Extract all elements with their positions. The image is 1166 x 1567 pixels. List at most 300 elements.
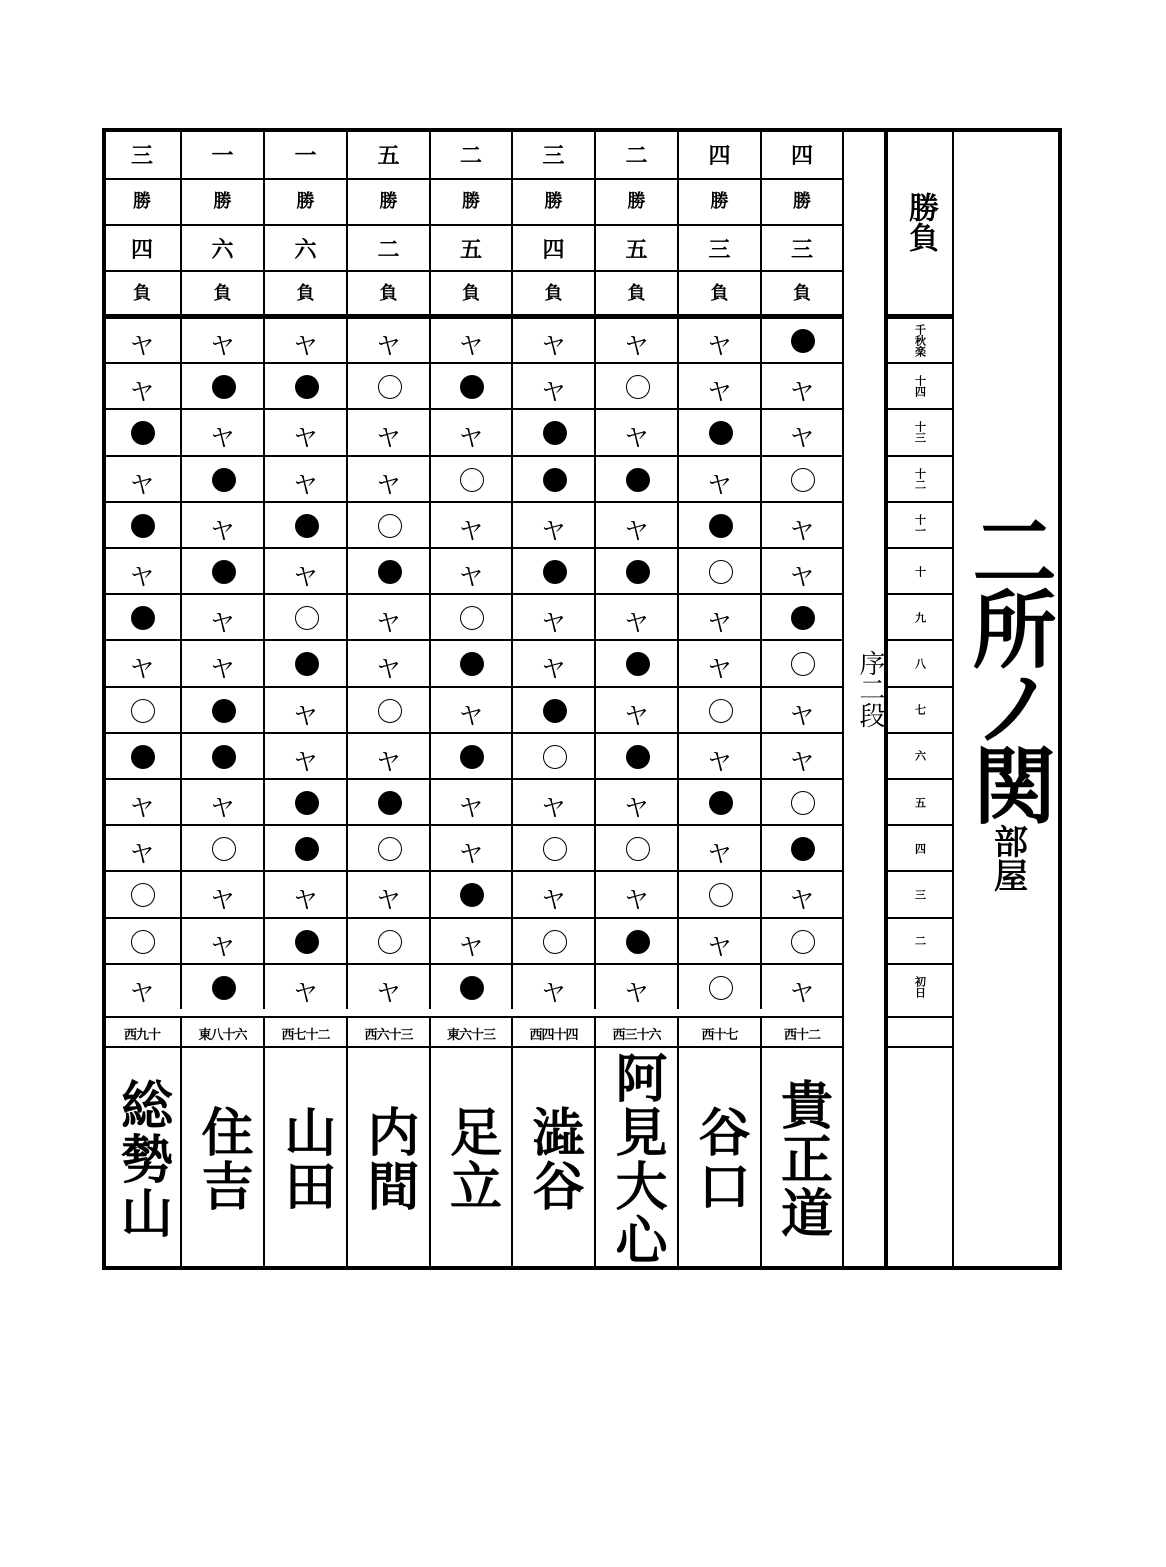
- result-cell: [102, 963, 180, 1009]
- result-cell: [263, 362, 346, 408]
- rank-cell: [677, 1016, 760, 1046]
- win-mark: [460, 468, 484, 492]
- result-cell: [102, 501, 180, 547]
- result-cell: [511, 778, 594, 824]
- result-cell: [429, 686, 511, 732]
- result-cell: [429, 639, 511, 685]
- day-label: 千秋楽: [913, 323, 927, 357]
- rest-mark: ヤ: [130, 378, 154, 407]
- result-cell: [263, 963, 346, 1009]
- wins-label: 勝: [793, 191, 811, 212]
- rest-mark: ヤ: [210, 516, 235, 545]
- rest-mark: ヤ: [541, 516, 566, 545]
- loss-mark: [295, 375, 319, 399]
- result-cell: [180, 593, 263, 639]
- rest-mark: ヤ: [541, 655, 566, 684]
- rest-mark: ヤ: [459, 424, 483, 453]
- rank-cell: [180, 1016, 263, 1046]
- result-cell: [594, 362, 677, 408]
- result-cell: [511, 732, 594, 778]
- result-cell: [429, 316, 511, 362]
- win-mark: [460, 606, 484, 630]
- rest-mark: ヤ: [293, 747, 318, 776]
- rest-mark: ヤ: [541, 332, 566, 361]
- day-label-cell: [888, 593, 952, 639]
- win-mark: [709, 976, 733, 1000]
- rest-mark: ヤ: [707, 932, 732, 961]
- rest-mark: ヤ: [541, 886, 566, 915]
- result-cell: [677, 917, 760, 963]
- result-cell: [760, 547, 842, 593]
- loss-mark: [131, 745, 155, 769]
- loss-mark: [212, 699, 236, 723]
- losses-label: 負: [627, 283, 646, 304]
- rikishi-rank: 西十七: [701, 1028, 738, 1043]
- losses-count: 六: [211, 237, 234, 263]
- result-cell: [429, 963, 511, 1009]
- rest-mark: ヤ: [707, 378, 732, 407]
- result-cell: [102, 732, 180, 778]
- win-mark: [626, 837, 650, 861]
- result-cell: [180, 455, 263, 501]
- rest-mark: ヤ: [624, 701, 649, 730]
- rest-mark: ヤ: [293, 978, 318, 1007]
- result-cell: [429, 455, 511, 501]
- day-label: 三: [913, 888, 927, 900]
- result-cell: [760, 639, 842, 685]
- rest-mark: ヤ: [459, 563, 483, 592]
- win-mark: [791, 930, 815, 954]
- wins-count: 四: [790, 143, 813, 169]
- rest-mark: ヤ: [707, 332, 732, 361]
- day-label-cell: [888, 362, 952, 408]
- result-cell: [102, 593, 180, 639]
- rikishi-name: 総勢山: [111, 1078, 173, 1240]
- result-cell: [180, 963, 263, 1009]
- loss-mark: [791, 329, 815, 353]
- score-cell: [511, 178, 594, 224]
- day-label-cell: [888, 963, 952, 1009]
- rikishi-rank: 東六十三: [446, 1028, 495, 1043]
- score-cell: [511, 270, 594, 316]
- loss-mark: [543, 468, 567, 492]
- wins-label: 勝: [710, 191, 729, 212]
- loss-mark: [295, 837, 319, 861]
- result-cell: [346, 824, 429, 870]
- rest-mark: ヤ: [210, 609, 235, 638]
- rest-mark: ヤ: [210, 332, 235, 361]
- losses-label: 負: [793, 283, 811, 304]
- rank-cell: [594, 1016, 677, 1046]
- result-cell: [429, 824, 511, 870]
- win-mark: [131, 930, 155, 954]
- score-cell: [429, 178, 511, 224]
- name-cell: [677, 1046, 760, 1270]
- result-cell: [102, 778, 180, 824]
- score-cell: [429, 270, 511, 316]
- loss-mark: [460, 883, 484, 907]
- day-label-cell: [888, 686, 952, 732]
- losses-label: 負: [710, 283, 729, 304]
- loss-mark: [295, 514, 319, 538]
- rest-mark: ヤ: [624, 609, 649, 638]
- wins-count: 二: [625, 143, 648, 169]
- result-cell: [511, 639, 594, 685]
- loss-mark: [460, 976, 484, 1000]
- rank-cell: [429, 1016, 511, 1046]
- rank-cell: [346, 1016, 429, 1046]
- result-cell: [180, 408, 263, 454]
- score-cell: [102, 224, 180, 270]
- rikishi-name: 谷口: [689, 1105, 750, 1213]
- result-cell: [594, 408, 677, 454]
- score-cell: [346, 128, 429, 178]
- result-cell: [677, 870, 760, 916]
- day-label-cell: [888, 455, 952, 501]
- day-label-cell: [888, 824, 952, 870]
- win-mark: [709, 883, 733, 907]
- result-cell: [102, 547, 180, 593]
- wins-label: 勝: [379, 191, 398, 212]
- rest-mark: ヤ: [130, 332, 154, 361]
- score-cell: [102, 128, 180, 178]
- losses-count: 四: [542, 237, 565, 263]
- day-label: 七: [913, 704, 927, 716]
- rest-mark: ヤ: [624, 886, 649, 915]
- result-cell: [263, 870, 346, 916]
- rest-mark: ヤ: [790, 978, 814, 1007]
- result-cell: [594, 917, 677, 963]
- loss-mark: [212, 976, 236, 1000]
- rest-mark: ヤ: [624, 978, 649, 1007]
- result-cell: [263, 593, 346, 639]
- score-cell: [511, 128, 594, 178]
- rest-mark: ヤ: [707, 747, 732, 776]
- rest-mark: ヤ: [624, 516, 649, 545]
- score-cell: [263, 224, 346, 270]
- result-cell: [594, 547, 677, 593]
- losses-label: 負: [213, 283, 232, 304]
- wins-label: 勝: [296, 191, 315, 212]
- score-cell: [677, 178, 760, 224]
- loss-mark: [131, 421, 155, 445]
- rikishi-name: 住吉: [192, 1105, 253, 1213]
- result-cell: [346, 639, 429, 685]
- rest-mark: ヤ: [130, 978, 154, 1007]
- result-cell: [511, 917, 594, 963]
- loss-mark: [709, 514, 733, 538]
- loss-mark: [543, 699, 567, 723]
- rikishi-rank: 西九十: [123, 1028, 160, 1043]
- day-label: 二: [913, 935, 927, 947]
- result-cell: [677, 824, 760, 870]
- result-cell: [263, 686, 346, 732]
- win-mark: [543, 745, 567, 769]
- result-cell: [511, 963, 594, 1009]
- losses-label: 負: [296, 283, 315, 304]
- rest-mark: ヤ: [376, 424, 401, 453]
- win-mark: [791, 468, 815, 492]
- rest-mark: ヤ: [790, 701, 814, 730]
- result-cell: [180, 547, 263, 593]
- day-label: 五: [913, 796, 927, 808]
- losses-count: 六: [294, 237, 317, 263]
- rikishi-column: [263, 128, 346, 1270]
- rank-cell: [102, 1016, 180, 1046]
- rest-mark: ヤ: [210, 886, 235, 915]
- rikishi-column: [677, 128, 760, 1270]
- rikishi-rank: 西六十三: [364, 1028, 413, 1043]
- rest-mark: ヤ: [130, 563, 154, 592]
- score-cell: [677, 224, 760, 270]
- rest-mark: ヤ: [790, 886, 814, 915]
- result-cell: [594, 455, 677, 501]
- rikishi-column: [180, 128, 263, 1270]
- day-label-cell: [888, 917, 952, 963]
- rest-mark: ヤ: [624, 424, 649, 453]
- win-mark: [131, 883, 155, 907]
- rest-mark: ヤ: [210, 794, 235, 823]
- score-cell: [594, 178, 677, 224]
- rikishi-rank: 西七十二: [281, 1028, 330, 1043]
- result-cell: [594, 732, 677, 778]
- result-cell: [760, 686, 842, 732]
- rest-mark: ヤ: [790, 563, 814, 592]
- rest-mark: ヤ: [376, 609, 401, 638]
- win-mark: [378, 930, 402, 954]
- result-cell: [102, 316, 180, 362]
- rest-mark: ヤ: [707, 840, 732, 869]
- day-label: 六: [913, 750, 927, 762]
- result-cell: [677, 408, 760, 454]
- loss-mark: [295, 791, 319, 815]
- day-label-cell: [888, 501, 952, 547]
- result-cell: [760, 870, 842, 916]
- loss-mark: [212, 468, 236, 492]
- result-cell: [102, 639, 180, 685]
- score-cell: [263, 178, 346, 224]
- rest-mark: ヤ: [293, 886, 318, 915]
- result-cell: [677, 732, 760, 778]
- result-cell: [760, 824, 842, 870]
- result-cell: [263, 732, 346, 778]
- rikishi-rank: 西三十六: [612, 1028, 661, 1043]
- rikishi-column: [594, 128, 677, 1270]
- result-cell: [594, 686, 677, 732]
- score-cell: [511, 224, 594, 270]
- result-cell: [594, 316, 677, 362]
- rank-cell: [760, 1016, 842, 1046]
- rikishi-column: [429, 128, 511, 1270]
- result-cell: [760, 455, 842, 501]
- win-mark: [378, 837, 402, 861]
- rest-mark: ヤ: [459, 516, 483, 545]
- wins-count: 一: [294, 143, 317, 169]
- day-label: 八: [913, 657, 927, 669]
- rest-mark: ヤ: [376, 978, 401, 1007]
- result-cell: [511, 547, 594, 593]
- result-cell: [760, 362, 842, 408]
- score-cell: [263, 128, 346, 178]
- result-cell: [346, 547, 429, 593]
- result-cell: [511, 593, 594, 639]
- rest-mark: ヤ: [541, 378, 566, 407]
- rank-row-divider: [888, 1016, 952, 1018]
- name-cell: [102, 1046, 180, 1270]
- rest-mark: ヤ: [624, 332, 649, 361]
- result-cell: [102, 870, 180, 916]
- wins-label: 勝: [544, 191, 563, 212]
- loss-mark: [295, 652, 319, 676]
- rest-mark: ヤ: [707, 655, 732, 684]
- rest-mark: ヤ: [376, 470, 401, 499]
- rest-mark: ヤ: [130, 840, 154, 869]
- result-cell: [102, 455, 180, 501]
- result-cell: [263, 408, 346, 454]
- score-cell: [180, 178, 263, 224]
- result-cell: [263, 824, 346, 870]
- wins-label: 勝: [133, 191, 151, 212]
- rest-mark: ヤ: [790, 747, 814, 776]
- win-mark: [791, 652, 815, 676]
- win-mark: [709, 560, 733, 584]
- loss-mark: [378, 791, 402, 815]
- rikishi-column: [102, 128, 180, 1270]
- wins-count: 三: [130, 143, 153, 169]
- day-label: 四: [913, 842, 927, 854]
- loss-mark: [212, 745, 236, 769]
- rest-mark: ヤ: [790, 378, 814, 407]
- result-cell: [677, 501, 760, 547]
- score-cell: [429, 224, 511, 270]
- result-cell: [429, 917, 511, 963]
- losses-label: 負: [379, 283, 398, 304]
- rest-mark: ヤ: [376, 886, 401, 915]
- loss-mark: [626, 745, 650, 769]
- result-cell: [760, 593, 842, 639]
- day-label-column: [886, 128, 954, 1270]
- result-cell: [346, 408, 429, 454]
- wins-count: 二: [459, 143, 482, 169]
- loss-mark: [626, 468, 650, 492]
- result-cell: [677, 593, 760, 639]
- result-cell: [180, 501, 263, 547]
- name-cell: [263, 1046, 346, 1270]
- loss-mark: [709, 421, 733, 445]
- result-cell: [511, 408, 594, 454]
- score-cell: [594, 128, 677, 178]
- result-cell: [263, 778, 346, 824]
- result-cell: [594, 778, 677, 824]
- win-mark: [543, 930, 567, 954]
- result-cell: [594, 870, 677, 916]
- loss-mark: [131, 514, 155, 538]
- result-cell: [263, 547, 346, 593]
- result-cell: [677, 686, 760, 732]
- score-cell: [760, 128, 842, 178]
- losses-count: 三: [790, 237, 813, 263]
- day-label: 初日: [913, 975, 927, 998]
- result-cell: [429, 362, 511, 408]
- result-cell: [511, 870, 594, 916]
- rikishi-column: [511, 128, 594, 1270]
- result-cell: [760, 917, 842, 963]
- rest-mark: ヤ: [130, 470, 154, 499]
- rikishi-name: 阿見大心: [606, 1051, 667, 1267]
- rest-mark: ヤ: [210, 932, 235, 961]
- rest-mark: ヤ: [459, 794, 483, 823]
- score-cell: [180, 270, 263, 316]
- result-cell: [429, 778, 511, 824]
- score-cell: [263, 270, 346, 316]
- name-cell: [511, 1046, 594, 1270]
- day-label-cell: [888, 316, 952, 362]
- result-cell: [346, 501, 429, 547]
- result-cell: [594, 639, 677, 685]
- result-cell: [429, 547, 511, 593]
- score-cell: [102, 178, 180, 224]
- rest-mark: ヤ: [707, 609, 732, 638]
- result-cell: [594, 501, 677, 547]
- result-cell: [677, 547, 760, 593]
- result-cell: [102, 824, 180, 870]
- rank-cell: [263, 1016, 346, 1046]
- division-label: 序二段: [855, 650, 885, 728]
- result-cell: [102, 408, 180, 454]
- result-cell: [180, 870, 263, 916]
- score-header-cell: [888, 128, 952, 316]
- day-label-cell: [888, 547, 952, 593]
- rest-mark: ヤ: [210, 424, 235, 453]
- result-cell: [346, 316, 429, 362]
- result-cell: [346, 686, 429, 732]
- rikishi-rank: 西四十四: [529, 1028, 578, 1043]
- day-label: 十二: [913, 467, 927, 490]
- result-cell: [346, 778, 429, 824]
- win-mark: [378, 375, 402, 399]
- rest-mark: ヤ: [541, 609, 566, 638]
- stable-name: 二所ノ関: [959, 508, 1058, 820]
- rest-mark: ヤ: [293, 470, 318, 499]
- result-cell: [429, 408, 511, 454]
- result-cell: [677, 639, 760, 685]
- rikishi-name: 山田: [275, 1105, 336, 1213]
- result-cell: [180, 686, 263, 732]
- result-cell: [180, 917, 263, 963]
- loss-mark: [212, 375, 236, 399]
- name-cell: [180, 1046, 263, 1270]
- loss-mark: [460, 652, 484, 676]
- losses-count: 二: [377, 237, 400, 263]
- result-cell: [594, 593, 677, 639]
- day-label-cell: [888, 639, 952, 685]
- rest-mark: ヤ: [293, 424, 318, 453]
- wins-count: 一: [211, 143, 234, 169]
- day-label-cell: [888, 408, 952, 454]
- rest-mark: ヤ: [210, 655, 235, 684]
- wins-count: 三: [542, 143, 565, 169]
- losses-count: 五: [459, 237, 482, 263]
- losses-label: 負: [133, 283, 151, 304]
- day-label: 十: [913, 565, 927, 577]
- wins-label: 勝: [462, 191, 480, 212]
- result-cell: [677, 316, 760, 362]
- score-cell: [346, 270, 429, 316]
- result-cell: [263, 501, 346, 547]
- result-cell: [263, 639, 346, 685]
- stable-suffix: 部屋: [987, 824, 1028, 892]
- loss-mark: [460, 745, 484, 769]
